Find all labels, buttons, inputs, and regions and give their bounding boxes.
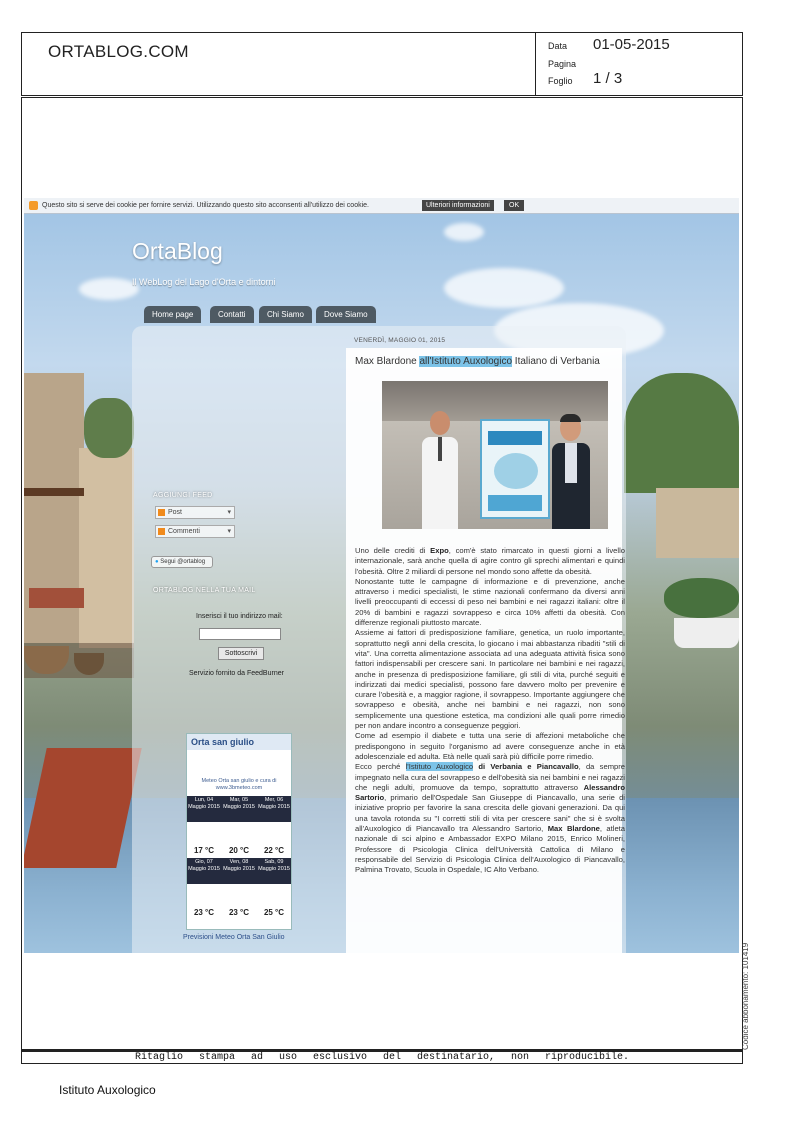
- clip-notice: Ritaglio stampa ad uso esclusivo del destinatario, non riproducibile.: [21, 1050, 743, 1064]
- highlight: l'Istituto Auxologico: [405, 762, 474, 772]
- feedburner-credit[interactable]: Servizio fornito da FeedBurner: [189, 670, 284, 677]
- weather-day: Mar, 05 Maggio 2015: [223, 797, 255, 810]
- mail-heading: ORTABLOG NELLA TUA MAIL: [153, 587, 256, 594]
- blog-screenshot: [24, 198, 739, 953]
- chevron-down-icon: ▾: [227, 509, 231, 516]
- weather-day: Lun, 04 Maggio 2015: [188, 797, 220, 810]
- awning: [29, 588, 84, 608]
- weather-widget: [186, 733, 292, 930]
- building: [79, 448, 134, 648]
- feed-comments-label: Commenti: [168, 528, 200, 535]
- post-body: [355, 546, 625, 876]
- weather-temp: 23 °C: [228, 908, 250, 917]
- weather-temp: 17 °C: [193, 846, 215, 855]
- tab-chi-siamo[interactable]: Chi Siamo: [259, 306, 312, 323]
- post-title-end: Italiano di Verbania: [512, 356, 600, 367]
- cloud: [79, 278, 139, 300]
- text: , com'è stato rimarcato in questi giorni a livello internazionale, sarà anche quella di agire contro gli sprechi alimentari e quindi l'obesità. Oltre 2 miliardi di persone nel mondo sono affette da obesità.: [355, 546, 625, 576]
- weather-title[interactable]: Orta san giulio: [187, 734, 291, 750]
- sheet-value: 1 / 3: [593, 70, 623, 87]
- client-name: Istituto Auxologico: [59, 1083, 156, 1097]
- balcony: [24, 488, 84, 496]
- poster-band: [488, 431, 542, 445]
- weather-temp: 23 °C: [193, 908, 215, 917]
- weather-days-row: [187, 858, 291, 884]
- feed-icon: [158, 528, 165, 535]
- paragraph: [355, 762, 625, 875]
- photo-doctor-head: [430, 411, 450, 435]
- text: , da sempre impegnato nella cura del sovrappeso e dell'obesità sia nei bambini e nei ragazzi che negli adulti, promuove da tempo, soprattutto attraverso: [355, 762, 625, 792]
- post-title-highlight: all'Istituto Auxologico: [419, 356, 513, 367]
- page-label: Pagina: [548, 59, 577, 69]
- clip-header: [21, 32, 743, 96]
- email-field[interactable]: [199, 628, 281, 640]
- tab-contatti[interactable]: Contatti: [210, 306, 254, 323]
- weather-day: Mer, 06 Maggio 2015: [258, 797, 290, 810]
- source-name: ORTABLOG.COM: [48, 42, 189, 61]
- blogger-icon: [29, 201, 38, 210]
- weather-note[interactable]: Meteo Orta san giulio e cura di www.3bmeteo.com: [201, 778, 277, 791]
- tree: [84, 398, 134, 458]
- header-divider: [535, 33, 536, 95]
- photo-doctor-tie: [438, 437, 442, 461]
- boat: [674, 618, 739, 648]
- hill: [624, 373, 739, 493]
- text: , atleta nazionale di sci alpino e Ambassador EXPO Milano 2015, Enrico Molineri, Professore di Psicologia Clinica dell'Università Cattolica di Milano e responsabile del Servizio di Psicologia Clinica dell'Auxologico di Piancavallo, Palmina Trovato, Scuola in Ospedale, IC Alto Verbano.: [355, 824, 626, 875]
- text: Uno delle crediti di: [355, 546, 431, 555]
- text-bold: Max Blardone: [547, 824, 600, 834]
- sheet-label: Foglio: [548, 76, 573, 86]
- building: [656, 488, 739, 558]
- date-label: Data: [548, 41, 568, 51]
- twitter-follow-button[interactable]: [151, 556, 213, 568]
- mail-prompt: Inserisci il tuo indirizzo mail:: [196, 613, 283, 620]
- feed-heading: AGGIUNGI FEED: [153, 492, 213, 499]
- chevron-down-icon: ▾: [227, 528, 231, 535]
- cookie-ok-button[interactable]: OK: [504, 200, 524, 211]
- cloud: [444, 223, 484, 241]
- tab-dove-siamo[interactable]: Dove Siamo: [316, 306, 376, 323]
- paragraph: Nonostante tutte le campagne di informazione e di prevenzione, anche attraverso i medici specialisti, le stime nazionali confermano da diversi anni livelli preoccupanti di eccessi di peso nei bambini e nei ragazzi italiani: oltre il 20% di bambini e ragazzi sovrappeso e circa 10% affetti da obesità. Con differenze regionali piuttosto marcate.: [355, 576, 625, 628]
- poster-band: [488, 495, 542, 511]
- weather-temp: 22 °C: [263, 846, 285, 855]
- blog-description: Il WebLog del Lago d'Orta e dintorni: [132, 277, 276, 287]
- cloud: [444, 268, 564, 308]
- paragraph: Come ad esempio il diabete e tutta una serie di affezioni metaboliche che predispongono in seguito l'organismo ad avere conseguenze anche in età adolescenziale ed adulta. Età nelle quali sarà più difficile porre rimedio.: [355, 731, 625, 761]
- text-bold: Expo: [430, 546, 449, 555]
- paragraph: Assieme ai fattori di predisposizione familiare, genetica, un ruolo importante, soprattutto negli anni della crescita, lo giocano i mai abbastanza ribaditi "stili di vita". Una corretta alimentazione associata ad una adeguata attività fisica sono fattori indispensabili per crescere sani. In particolare nei bambini e nei ragazzi, anche in presenza di predisposizione familiare, gli stili di vita, purché seguiti e indirizzati dai medici specialisti, possono fare davvero molto per prevenire e curare l'obesità e, a maggior ragione, il sovrappeso. Importante aggiungere che sovrappeso e obesità, anche nei bambini e nei ragazzi, non sono semplicemente una questione estetica, ma condizioni alle quali porre rimedio per non andare incontro a conseguenze peggiori.: [355, 628, 625, 731]
- photo-athlete-hair: [560, 414, 581, 422]
- weather-day: Sab, 09 Maggio 2015: [258, 859, 290, 872]
- text-bold: Alessandro Sartorio: [355, 782, 625, 803]
- cookie-more-button[interactable]: Ulteriori informazioni: [422, 200, 494, 211]
- cookie-bar: [24, 198, 739, 214]
- weather-day: Gio, 07 Maggio 2015: [188, 859, 220, 872]
- post-photo: [382, 381, 608, 529]
- twitter-bird-icon: ●: [155, 559, 159, 565]
- weather-day: Ven, 08 Maggio 2015: [223, 859, 255, 872]
- feed-comments-select[interactable]: [155, 525, 235, 538]
- photo-athlete-shirt: [565, 443, 577, 483]
- post-title[interactable]: [355, 356, 625, 367]
- feed-icon: [158, 509, 165, 516]
- post-title-start: Max Blardone: [355, 356, 420, 367]
- date-value: 01-05-2015: [593, 36, 670, 53]
- weather-temp: 20 °C: [228, 846, 250, 855]
- tree: [664, 578, 739, 618]
- feed-posts-select[interactable]: [155, 506, 235, 519]
- photo-poster: [480, 419, 550, 519]
- tab-home-page[interactable]: Home page: [144, 306, 201, 323]
- feed-posts-label: Post: [168, 509, 183, 516]
- post-date: VENERDÌ, MAGGIO 01, 2015: [354, 337, 446, 344]
- cookie-text: Questo sito si serve dei cookie per fornire servizi. Utilizzando questo sito acconsenti all'utilizzo dei cookie.: [42, 202, 369, 209]
- poster-graphic: [494, 453, 538, 489]
- subscription-code: Codice abbonamento: 101419: [741, 942, 750, 1050]
- text: , primario dell'Ospedale San Giuseppe di Piancavallo, una serie di iniziative proprio per favorire la sana crescita delle giovani generazioni. Da qui una tavola rotonda su "I corretti stili di vita per crescere sani" che si è svolta all'Auxologico di Piancavallo tra Alessandro Sartorio,: [355, 793, 625, 834]
- weather-temp: 25 °C: [263, 908, 285, 917]
- twitter-label: Segui @ortablog: [160, 559, 206, 565]
- text: Ecco perché: [355, 762, 406, 772]
- weather-days-row: [187, 796, 291, 822]
- text-bold: di Verbania e Piancavallo: [473, 762, 579, 772]
- weather-footer-link[interactable]: Previsioni Meteo Orta San Giulio: [183, 934, 285, 941]
- paragraph: [355, 546, 625, 577]
- subscribe-button[interactable]: Sottoscrivi: [218, 647, 264, 660]
- blog-title[interactable]: OrtaBlog: [132, 238, 223, 264]
